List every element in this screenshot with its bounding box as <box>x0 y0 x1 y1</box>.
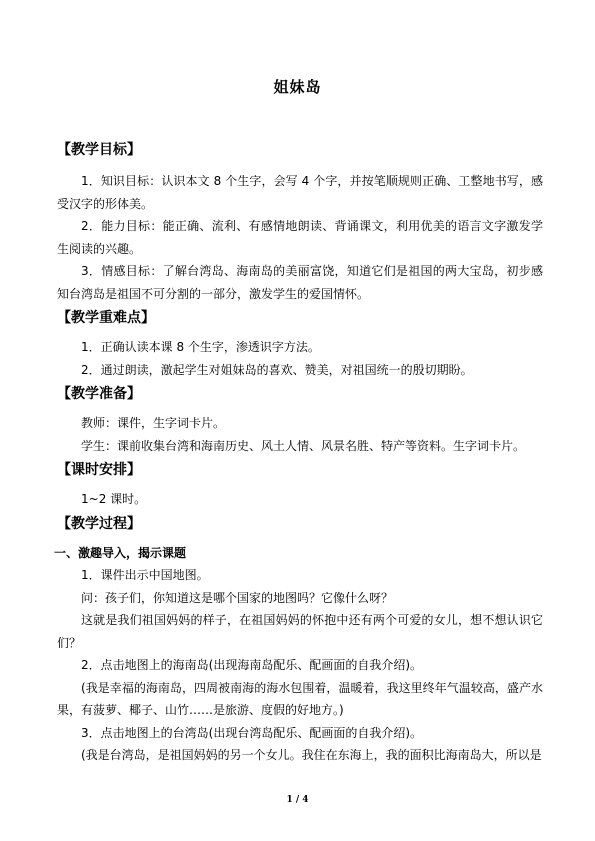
process-subheading: 一、激趣导入，揭示课题 <box>54 545 187 560</box>
section-heading-process: 【教学过程】 <box>57 515 141 532</box>
process-item-5: (我是幸福的海南岛，四周被南海的海水包围着，温暖着，我这里终年气温较高，盛产水果，有菠萝、椰子、山竹……是旅游、度假的好地方。) <box>57 680 543 717</box>
process-item-4: 2．点击地图上的海南岛(出现海南岛配乐、配画面的自我介绍)。 <box>81 658 423 672</box>
section-heading-goals: 【教学目标】 <box>57 142 141 158</box>
document-body <box>54 140 543 767</box>
section-heading-preparation: 【教学准备】 <box>57 386 141 402</box>
process-item-6: 3．点击地图上的台湾岛(出现台湾岛配乐、配画面的自我介绍)。 <box>81 725 423 740</box>
document-title: 姐妹岛 <box>273 78 322 96</box>
goal-item-knowledge: 1．知识目标：认识本文 8 个生字，会写 4 个字，并按笔顺规则正确、工整地书写，感受汉字的形体美。 <box>57 174 543 211</box>
key-point-item-2: 2．通过朗读，激起学生对姐妹岛的喜欢、赞美，对祖国统一的殷切期盼。 <box>81 362 473 377</box>
section-heading-schedule: 【课时安排】 <box>57 462 141 478</box>
schedule-item: 1~2 课时。 <box>81 492 147 506</box>
preparation-item-student: 学生：课前收集台湾和海南历史、风土人情、风景名胜、特产等资料。生字词卡片。 <box>81 438 526 453</box>
process-item-3: 这就是我们祖国妈妈的样子，在祖国妈妈的怀抱中还有两个可爱的女儿，想不想认识它们？ <box>57 613 543 650</box>
process-item-2: 问：孩子们，你知道这是哪个国家的地图吗？它像什么呀？ <box>81 590 394 605</box>
key-point-item-1: 1．正确认读本课 8 个生字，渗透识字方法。 <box>81 340 320 354</box>
process-item-7: (我是台湾岛，是祖国妈妈的另一个女儿。我住在东海上，我的面积比海南岛大，所以是 <box>81 748 542 762</box>
page-number: 1 / 4 <box>286 795 309 805</box>
process-item-1: 1．课件出示中国地图。 <box>81 568 209 582</box>
preparation-item-teacher: 教师：课件，生字词卡片。 <box>81 416 226 430</box>
section-heading-key-points: 【教学重难点】 <box>57 310 155 326</box>
goal-item-ability: 2．能力目标：能正确、流利、有感情地朗读、背诵课文，利用优美的语言文字激发学生阅读的兴趣。 <box>57 219 543 256</box>
goal-item-emotion: 3．情感目标：了解台湾岛、海南岛的美丽富饶，知道它们是祖国的两大宝岛，初步感知台湾岛是祖国不可分割的一部分，激发学生的爱国情怀。 <box>57 264 543 301</box>
